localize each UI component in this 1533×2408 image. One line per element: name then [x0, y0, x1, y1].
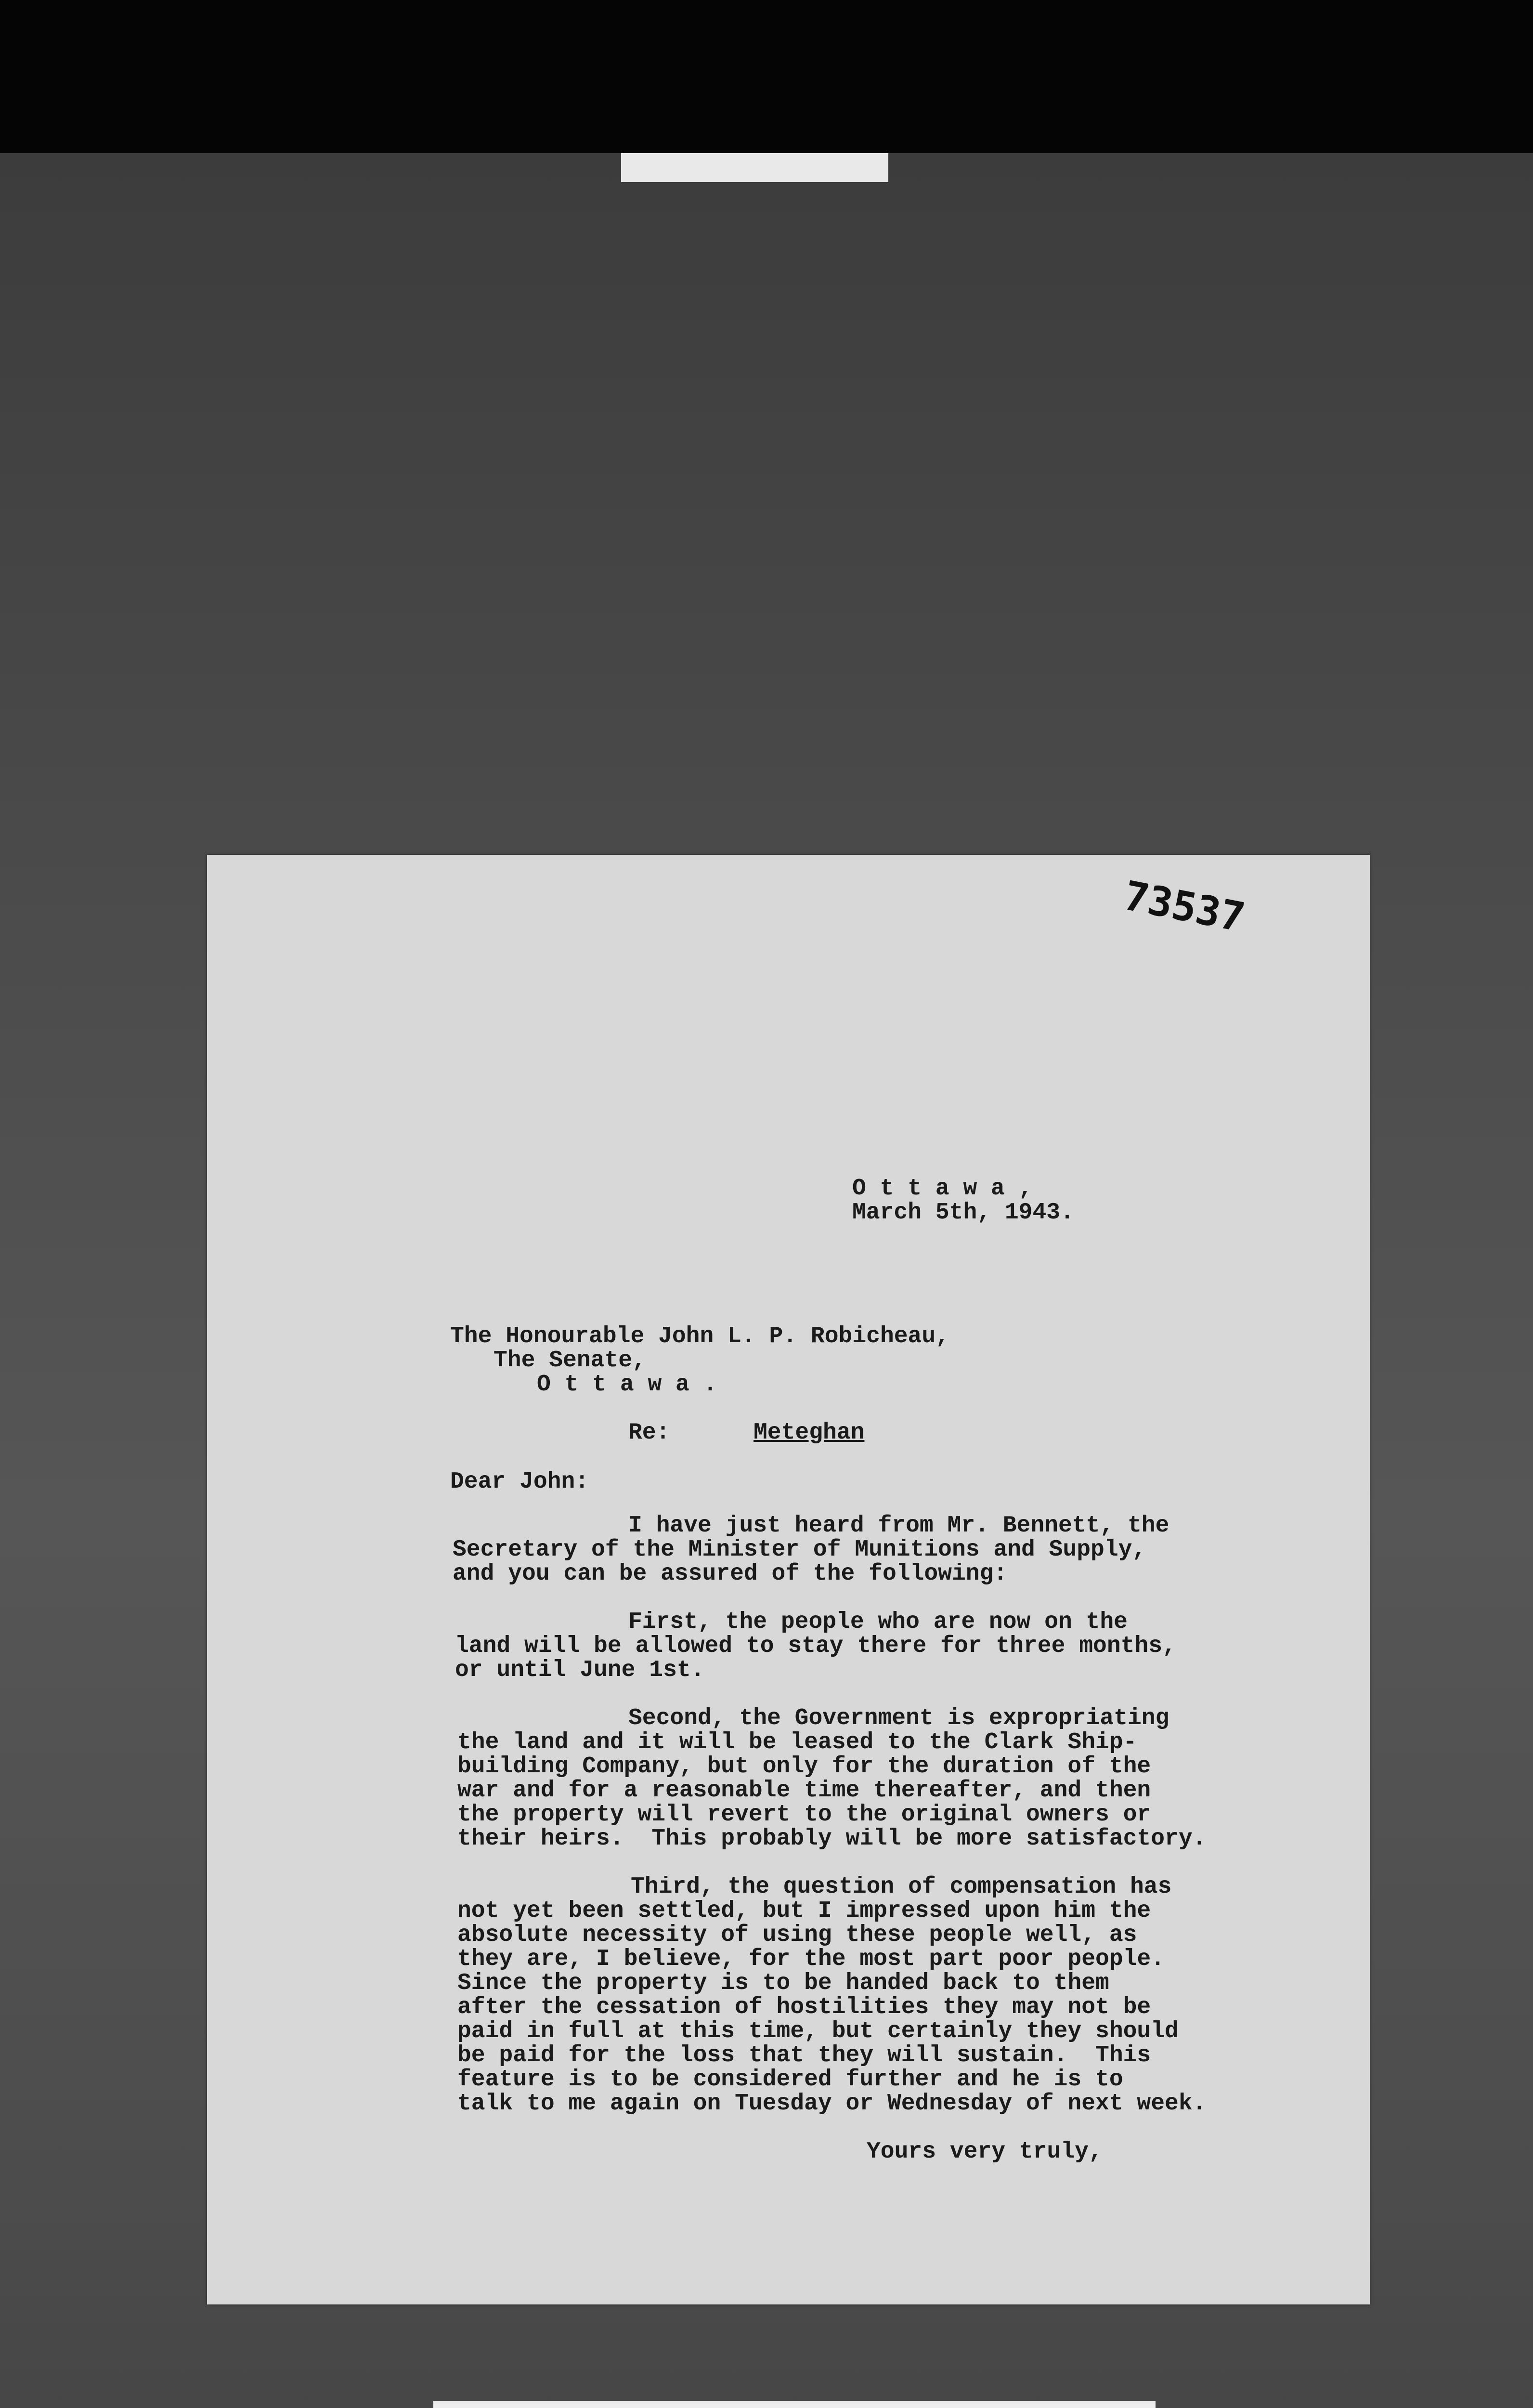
paragraph-line: building Company, but only for the duration of the	[457, 1754, 1151, 1780]
letter-sheet	[207, 855, 1370, 2304]
document-number: 73537	[1120, 872, 1249, 942]
paragraph-line: Secretary of the Minister of Munitions and Supply,	[453, 1537, 1146, 1563]
paragraph-line: the property will revert to the original owners or	[457, 1802, 1151, 1828]
paragraph-line: Third, the question of compensation has	[631, 1874, 1172, 1900]
volume-label	[433, 2401, 1156, 2408]
paper-clip-tab	[621, 153, 888, 182]
re-subject: Meteghan	[754, 1420, 865, 1446]
paragraph-line: after the cessation of hostilities they may not be	[457, 1994, 1151, 2020]
addressee-line: O t t a w a .	[537, 1372, 717, 1398]
paragraph-line: paid in full at this time, but certainly they should	[457, 2018, 1179, 2044]
paragraph-line: I have just heard from Mr. Bennett, the	[628, 1513, 1169, 1539]
addressee-line: The Honourable John L. P. Robicheau,	[450, 1323, 949, 1349]
paragraph-line: or until June 1st.	[455, 1657, 705, 1683]
paragraph-line: they are, I believe, for the most part poor people.	[457, 1946, 1165, 1972]
paragraph-line: their heirs. This probably will be more satisfactory.	[457, 1826, 1207, 1852]
salutation: Dear John:	[450, 1469, 589, 1495]
closing: Yours very truly,	[867, 2139, 1103, 2165]
letter-place: O t t a w a ,	[852, 1176, 1033, 1202]
addressee-line: The Senate,	[494, 1348, 646, 1374]
paragraph-line: First, the people who are now on the	[628, 1609, 1128, 1635]
re-label: Re:	[628, 1420, 670, 1446]
letter-date: March 5th, 1943.	[852, 1200, 1074, 1226]
paragraph-line: the land and it will be leased to the Clark Ship-	[457, 1729, 1137, 1755]
paragraph-line: be paid for the loss that they will sustain. This	[457, 2042, 1151, 2068]
paragraph-line: not yet been settled, but I impressed upon him the	[457, 1898, 1151, 1924]
paragraph-line: Second, the Government is expropriating	[628, 1705, 1169, 1731]
film-top-band	[0, 0, 1533, 154]
paragraph-line: and you can be assured of the following:	[453, 1561, 1008, 1587]
paragraph-line: feature is to be considered further and he is to	[457, 2067, 1123, 2093]
paragraph-line: war and for a reasonable time thereafter, and then	[457, 1778, 1151, 1804]
paragraph-line: Since the property is to be handed back to them	[457, 1970, 1109, 1996]
paragraph-line: talk to me again on Tuesday or Wednesday of next week.	[457, 2091, 1207, 2117]
paragraph-line: land will be allowed to stay there for three months,	[455, 1633, 1176, 1659]
paragraph-line: absolute necessity of using these people well, as	[457, 1922, 1137, 1948]
